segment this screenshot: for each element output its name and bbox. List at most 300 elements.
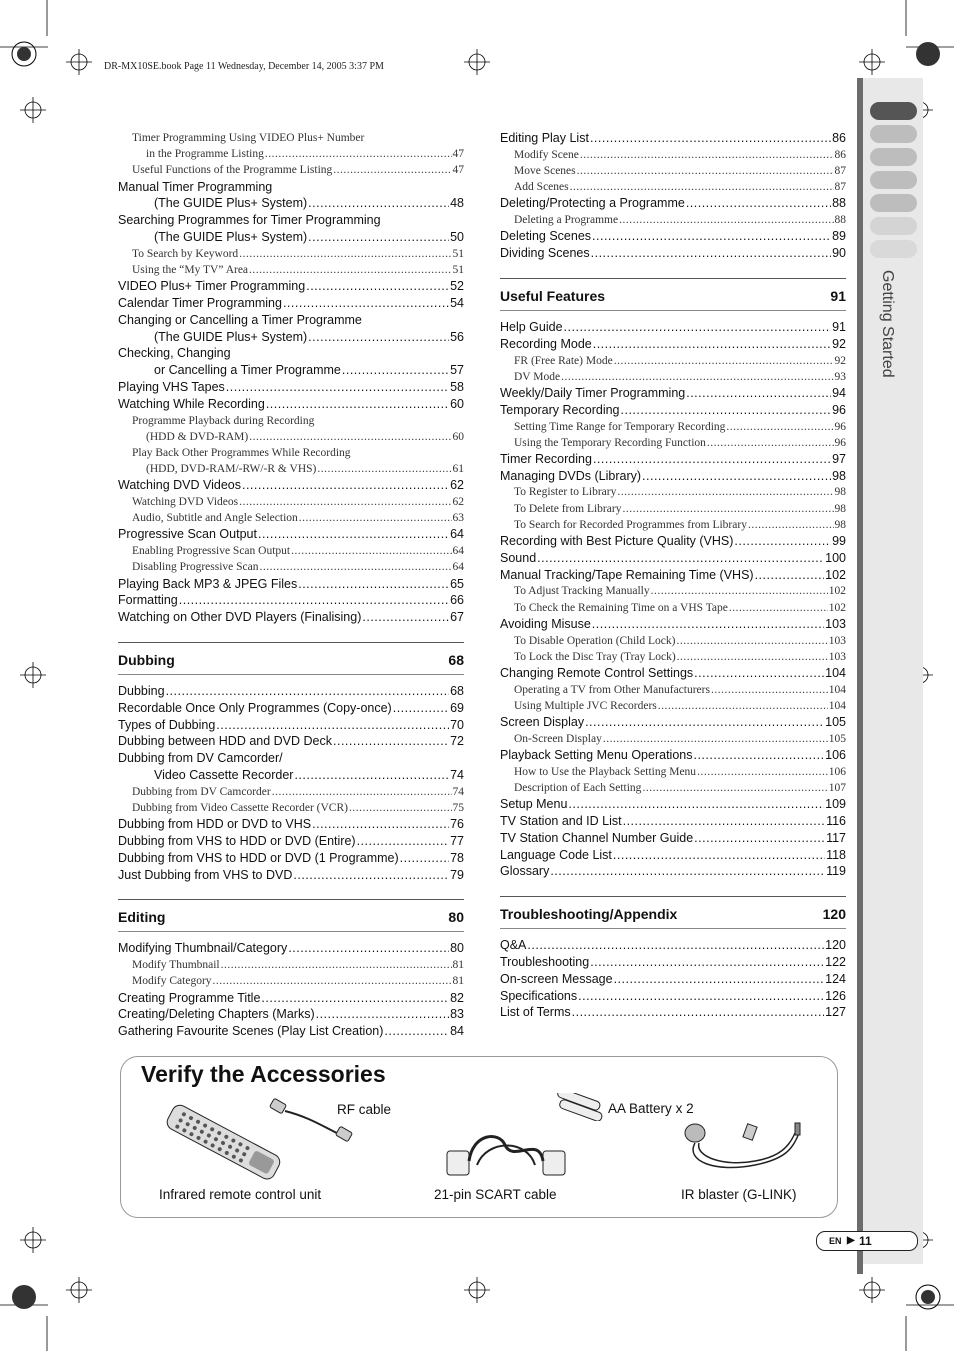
toc-entry-title: Formatting <box>118 593 178 608</box>
toc-entry <box>118 445 464 461</box>
toc-leader-dots <box>342 362 449 379</box>
toc-entry <box>118 179 464 196</box>
toc-entry-title: (HDD, DVD-RAM/-RW/-R & VHS) <box>146 463 317 476</box>
toc-entry <box>118 733 464 750</box>
toc-leader-dots <box>658 698 828 714</box>
toc-entry-title: Deleting/Protecting a Programme <box>500 196 685 211</box>
toc-leader-dots <box>697 764 828 780</box>
toc-leader-dots <box>400 850 449 867</box>
toc-section-heading <box>118 642 464 675</box>
toc-entry <box>118 379 464 396</box>
toc-entry-page: 124 <box>825 971 846 986</box>
toc-entry-page: 57 <box>450 363 464 378</box>
toc-entry <box>118 429 464 445</box>
toc-entry-page: 80 <box>450 941 464 956</box>
toc-entry <box>500 780 846 796</box>
toc-entry <box>500 353 846 369</box>
toc-leader-dots <box>572 1004 825 1021</box>
battery-label <box>608 1101 694 1116</box>
toc-leader-dots <box>603 731 828 747</box>
toc-leader-dots <box>676 633 827 649</box>
toc-leader-dots <box>308 329 449 346</box>
toc-leader-dots <box>642 780 827 796</box>
toc-entry <box>500 847 846 864</box>
toc-entry-page: 96 <box>832 402 846 417</box>
toc-leader-dots <box>622 501 833 517</box>
toc-entry <box>118 592 464 609</box>
toc-leader-dots <box>294 767 449 784</box>
toc-entry <box>500 764 846 780</box>
toc-leader-dots <box>726 419 833 435</box>
toc-entry-page: 51 <box>452 263 464 276</box>
toc-leader-dots <box>306 278 449 295</box>
toc-entry <box>500 319 846 336</box>
toc-entry-page: 82 <box>450 990 464 1005</box>
rf-cable-label: RF cable <box>337 1102 392 1117</box>
toc-leader-dots <box>239 494 451 510</box>
toc-entry <box>500 954 846 971</box>
toc-entry-title: Timer Programming Using VIDEO Plus+ Number <box>132 132 365 144</box>
toc-entry-title: Glossary <box>500 864 550 879</box>
toc-entry-title: Recording with Best Picture Quality (VHS) <box>500 534 734 549</box>
toc-entry <box>500 484 846 500</box>
toc-entry <box>500 616 846 633</box>
toc-entry-title: FR (Free Rate) Mode <box>514 354 613 367</box>
toc-entry-page: 91 <box>832 319 846 334</box>
toc-entry-page: 93 <box>834 370 846 383</box>
toc-entry-title: Setup Menu <box>500 797 568 812</box>
toc-leader-dots <box>213 973 452 989</box>
toc-entry-title: Video Cassette Recorder <box>154 767 294 782</box>
toc-entry-page: 88 <box>832 196 846 211</box>
toc-entry-page: 99 <box>832 534 846 549</box>
toc-entry <box>500 385 846 402</box>
toc-entry-title: Dubbing from Video Cassette Recorder (VCR) <box>132 801 348 814</box>
toc-entry-title: Screen Display <box>500 715 585 730</box>
section-tab <box>870 125 917 143</box>
toc-leader-dots <box>593 336 831 353</box>
toc-leader-dots <box>298 576 449 593</box>
toc-entry <box>500 600 846 616</box>
toc-leader-dots <box>693 747 824 764</box>
toc-leader-dots <box>686 195 831 212</box>
toc-entry <box>118 1006 464 1023</box>
toc-leader-dots <box>384 1023 449 1040</box>
toc-entry <box>118 329 464 346</box>
toc-entry <box>118 130 464 146</box>
toc-entry-page: 105 <box>828 732 846 745</box>
toc-entry-title: Playback Setting Menu Operations <box>500 748 693 763</box>
toc-leader-dots <box>283 295 449 312</box>
toc-entry <box>118 833 464 850</box>
toc-leader-dots <box>570 179 834 195</box>
toc-entry <box>118 278 464 295</box>
toc-entry-title: To Adjust Tracking Manually <box>514 585 650 598</box>
remote-control-illustration <box>161 1101 285 1185</box>
toc-entry-title: Q&A <box>500 938 527 953</box>
toc-entry <box>118 750 464 767</box>
toc-entry-page: 72 <box>450 734 464 749</box>
toc-leader-dots <box>580 147 834 163</box>
toc-entry-title: Just Dubbing from VHS to DVD <box>118 867 293 882</box>
toc-entry-title: Temporary Recording <box>500 402 620 417</box>
toc-entry-page: 120 <box>825 938 846 953</box>
toc-entry <box>118 195 464 212</box>
toc-entry <box>118 295 464 312</box>
sidebar-band <box>857 78 923 1264</box>
toc-entry <box>118 990 464 1007</box>
toc-leader-dots <box>617 484 833 500</box>
accessories-title: Verify the Accessories <box>141 1061 386 1087</box>
toc-entry-title: Using Multiple JVC Recorders <box>514 699 657 712</box>
toc-entry-title: Specifications <box>500 988 578 1003</box>
toc-entry-page: 90 <box>832 246 846 261</box>
toc-entry-page: 74 <box>450 767 464 782</box>
toc-entry-title: Modify Thumbnail <box>132 959 220 972</box>
toc-entry-title: Creating Programme Title <box>118 990 261 1005</box>
toc-entry <box>500 796 846 813</box>
toc-entry <box>500 583 846 599</box>
toc-leader-dots <box>179 592 449 609</box>
toc-entry <box>500 179 846 195</box>
toc-entry-title: Modify Category <box>132 975 212 988</box>
toc-entry-title: Manual Timer Programming <box>118 179 273 194</box>
toc-entry-page: 62 <box>450 478 464 493</box>
toc-leader-dots <box>258 526 449 543</box>
toc-entry-title: On-Screen Display <box>514 732 602 745</box>
toc-entry-title: in the Programme Listing <box>146 148 264 161</box>
toc-entry-page: 81 <box>452 959 464 972</box>
toc-leader-dots <box>308 229 449 246</box>
toc-entry-page: 75 <box>452 801 464 814</box>
toc-leader-dots <box>621 402 832 419</box>
toc-entry-page: 87 <box>834 181 846 194</box>
toc-entry <box>118 800 464 816</box>
toc-right-column <box>500 130 846 1021</box>
toc-entry <box>118 609 464 626</box>
ir-blaster-illustration <box>675 1121 815 1181</box>
toc-entry-page: 102 <box>828 585 846 598</box>
section-tab <box>870 240 917 258</box>
toc-entry-page: 118 <box>826 847 846 862</box>
toc-entry <box>500 163 846 179</box>
toc-entry <box>500 147 846 163</box>
toc-entry-page: 97 <box>832 451 846 466</box>
toc-leader-dots <box>249 262 451 278</box>
toc-entry-page: 107 <box>828 782 846 795</box>
toc-leader-dots <box>614 353 834 369</box>
toc-entry-page: 89 <box>832 229 846 244</box>
toc-entry <box>118 510 464 526</box>
toc-entry-page: 88 <box>834 214 846 227</box>
toc-entry <box>500 649 846 665</box>
toc-entry-page: 64 <box>450 527 464 542</box>
toc-entry <box>118 229 464 246</box>
toc-entry <box>118 312 464 329</box>
language-code: EN <box>829 1236 842 1246</box>
toc-leader-dots <box>651 583 828 599</box>
accessories-box <box>120 1056 838 1218</box>
toc-leader-dots <box>226 379 449 396</box>
toc-entry-title: Progressive Scan Output <box>118 527 257 542</box>
toc-entry-title: Using the Temporary Recording Function <box>514 436 706 449</box>
toc-entry <box>118 700 464 717</box>
toc-entry <box>500 747 846 764</box>
toc-entry-title: Dubbing between HDD and DVD Deck <box>118 734 332 749</box>
toc-entry-page: 64 <box>452 561 464 574</box>
toc-leader-dots <box>349 800 452 816</box>
toc-entry <box>500 402 846 419</box>
toc-leader-dots <box>707 435 834 451</box>
toc-section-heading <box>118 899 464 932</box>
toc-leader-dots <box>623 813 825 830</box>
section-page: 80 <box>448 909 464 926</box>
toc-leader-dots <box>265 146 452 162</box>
toc-entry <box>500 195 846 212</box>
toc-entry-page: 65 <box>450 576 464 591</box>
toc-leader-dots <box>694 830 825 847</box>
toc-entry-page: 74 <box>452 785 464 798</box>
toc-leader-dots <box>591 245 831 262</box>
toc-leader-dots <box>590 130 831 147</box>
section-title: Dubbing <box>118 651 175 668</box>
toc-entry-title: How to Use the Playback Setting Menu <box>514 765 697 778</box>
toc-entry-title: Audio, Subtitle and Angle Selection <box>132 512 298 525</box>
toc-leader-dots <box>288 940 449 957</box>
toc-entry-page: 117 <box>826 830 846 845</box>
toc-entry <box>500 517 846 533</box>
toc-entry <box>118 559 464 575</box>
toc-entry-title: Using the “My TV” Area <box>132 263 249 276</box>
toc-entry-title: DV Mode <box>514 370 561 383</box>
toc-entry-title: Creating/Deleting Chapters (Marks) <box>118 1007 315 1022</box>
toc-entry-title: Recording Mode <box>500 336 592 351</box>
toc-leader-dots <box>755 567 825 584</box>
toc-entry-page: 68 <box>450 683 464 698</box>
aa-battery-illustration <box>555 1093 607 1121</box>
toc-leader-dots <box>221 957 452 973</box>
toc-entry-title: Editing Play List <box>500 131 589 145</box>
section-title: Troubleshooting/Appendix <box>500 906 678 923</box>
toc-entry-page: 127 <box>825 1005 846 1020</box>
toc-entry-title: Manual Tracking/Tape Remaining Time (VHS) <box>500 567 754 582</box>
toc-entry <box>118 940 464 957</box>
toc-entry-title: Dubbing <box>118 683 165 698</box>
toc-entry <box>500 419 846 435</box>
toc-entry-page: 98 <box>834 486 846 499</box>
toc-entry-page: 98 <box>834 502 846 515</box>
toc-leader-dots <box>729 600 828 616</box>
toc-entry-page: 119 <box>826 864 846 879</box>
toc-entry-title: To Lock the Disc Tray (Tray Lock) <box>514 650 676 663</box>
toc-entry <box>500 245 846 262</box>
toc-leader-dots <box>577 163 834 179</box>
toc-entry <box>500 830 846 847</box>
toc-leader-dots <box>592 616 824 633</box>
toc-entry <box>500 451 846 468</box>
toc-entry-page: 106 <box>828 765 846 778</box>
toc-entry <box>118 683 464 700</box>
toc-entry-page: 76 <box>450 817 464 832</box>
toc-entry-page: 92 <box>832 336 846 351</box>
toc-entry-page: 81 <box>452 975 464 988</box>
toc-entry-page: 100 <box>825 550 846 565</box>
toc-leader-dots <box>613 847 825 864</box>
toc-entry <box>118 543 464 559</box>
remote-label: Infrared remote control unit <box>159 1187 322 1202</box>
toc-leader-dots <box>357 833 450 850</box>
toc-entry <box>118 850 464 867</box>
toc-leader-dots <box>561 369 833 385</box>
toc-entry <box>118 146 464 162</box>
toc-entry-page: 61 <box>452 463 464 476</box>
toc-entry-title: Gathering Favourite Scenes (Play List Creation) <box>118 1024 384 1039</box>
toc-entry-title: Useful Functions of the Programme Listing <box>132 164 333 177</box>
toc-entry-page: 96 <box>834 436 846 449</box>
toc-entry <box>118 162 464 178</box>
toc-entry <box>118 396 464 413</box>
toc-entry <box>118 767 464 784</box>
toc-leader-dots <box>333 162 451 178</box>
toc-entry-title: Disabling Progressive Scan <box>132 561 259 574</box>
toc-leader-dots <box>578 988 824 1005</box>
toc-entry <box>500 813 846 830</box>
toc-entry <box>118 816 464 833</box>
toc-leader-dots <box>537 550 824 567</box>
toc-entry-title: Weekly/Daily Timer Programming <box>500 385 686 400</box>
toc-entry-page: 98 <box>834 518 846 531</box>
toc-leader-dots <box>216 717 449 734</box>
print-header-note: DR-MX10SE.book Page 11 Wednesday, December 14, 2005 3:37 PM <box>104 61 384 72</box>
toc-entry-page: 87 <box>834 164 846 177</box>
toc-leader-dots <box>686 385 831 402</box>
toc-entry-title: To Register to Library <box>514 486 617 499</box>
toc-leader-dots <box>642 468 831 485</box>
toc-entry <box>500 665 846 682</box>
toc-entry <box>500 698 846 714</box>
toc-entry-title: Operating a TV from Other Manufacturers <box>514 683 710 696</box>
toc-leader-dots <box>585 714 824 731</box>
toc-entry-page: 104 <box>825 665 846 680</box>
toc-leader-dots <box>362 609 449 626</box>
toc-entry <box>118 246 464 262</box>
toc-entry <box>118 784 464 800</box>
toc-entry-title: Types of Dubbing <box>118 717 216 732</box>
toc-entry-page: 102 <box>828 601 846 614</box>
scart-cable-illustration <box>443 1129 573 1181</box>
toc-entry-title: Recordable Once Only Programmes (Copy-once) <box>118 700 392 715</box>
toc-entry <box>500 988 846 1005</box>
toc-entry-page: 83 <box>450 1007 464 1022</box>
toc-entry <box>500 937 846 954</box>
toc-entry-title: Watching on Other DVD Players (Finalising) <box>118 610 362 625</box>
toc-entry-title: or Cancelling a Timer Programme <box>154 363 341 378</box>
toc-entry-title: Timer Recording <box>500 451 592 466</box>
toc-entry-page: 69 <box>450 700 464 715</box>
toc-entry-page: 78 <box>450 850 464 865</box>
ir-blaster-label: IR blaster (G-LINK) <box>681 1187 797 1202</box>
toc-entry-title: Calendar Timer Programming <box>118 295 282 310</box>
toc-entry-page: 58 <box>450 379 464 394</box>
toc-leader-dots <box>308 195 449 212</box>
toc-entry-page: 126 <box>825 988 846 1003</box>
toc-entry <box>500 863 846 880</box>
toc-entry-title: Watching DVD Videos <box>132 496 239 509</box>
battery-name: AA Battery <box>608 1101 672 1116</box>
toc-entry-page: 47 <box>452 164 464 177</box>
toc-entry <box>500 212 846 228</box>
toc-leader-dots <box>317 461 451 477</box>
toc-entry <box>118 477 464 494</box>
toc-leader-dots <box>272 784 452 800</box>
toc-entry-title: TV Station and ID List <box>500 814 622 829</box>
toc-entry-title: Programme Playback during Recording <box>132 414 315 427</box>
toc-entry-page: 52 <box>450 279 464 294</box>
toc-leader-dots <box>316 1006 449 1023</box>
toc-leader-dots <box>590 954 824 971</box>
section-tab <box>870 194 917 212</box>
toc-entry-title: Dubbing from DV Camcorder <box>132 785 271 798</box>
toc-entry <box>118 212 464 229</box>
toc-entry-title: To Check the Remaining Time on a VHS Tape <box>514 601 728 614</box>
toc-leader-dots <box>711 682 828 698</box>
section-page: 91 <box>830 287 846 304</box>
toc-entry-title: To Search by Keyword <box>132 247 239 260</box>
toc-leader-dots <box>677 649 828 665</box>
triangle-right-icon: ▶ <box>847 1235 855 1246</box>
toc-entry <box>500 714 846 731</box>
toc-leader-dots <box>527 937 824 954</box>
toc-leader-dots <box>166 683 450 700</box>
toc-entry-page: 86 <box>832 131 846 145</box>
toc-entry-title: On-screen Message <box>500 971 613 986</box>
sidebar-section-title: Getting Started <box>879 270 896 378</box>
toc-entry-title: Sound <box>500 550 537 565</box>
toc-entry-title: To Search for Recorded Programmes from Library <box>514 518 747 531</box>
toc-entry-page: 54 <box>450 295 464 310</box>
page-number: 11 <box>859 1234 872 1248</box>
toc-section-heading <box>500 278 846 311</box>
toc-entry-page: 109 <box>825 797 846 812</box>
toc-entry-page: 103 <box>825 616 846 631</box>
toc-entry-page: 67 <box>450 610 464 625</box>
toc-entry <box>118 957 464 973</box>
toc-entry-page: 79 <box>450 867 464 882</box>
toc-leader-dots <box>242 477 449 494</box>
toc-entry <box>500 228 846 245</box>
toc-entry <box>118 345 464 362</box>
toc-entry-page: 116 <box>826 814 846 829</box>
toc-entry-page: 70 <box>450 717 464 732</box>
toc-entry-page: 64 <box>452 545 464 558</box>
section-tab <box>870 171 917 189</box>
toc-entry <box>118 362 464 379</box>
toc-entry <box>500 682 846 698</box>
toc-entry <box>118 526 464 543</box>
section-tab <box>870 148 917 166</box>
toc-entry-page: 105 <box>825 715 846 730</box>
toc-entry <box>118 461 464 477</box>
toc-entry-title: Description of Each Setting <box>514 782 642 795</box>
toc-leader-dots <box>393 700 449 717</box>
toc-entry-title: Setting Time Range for Temporary Recording <box>514 420 726 433</box>
toc-entry-title: Changing or Cancelling a Timer Programme <box>118 312 362 327</box>
toc-leader-dots <box>748 517 834 533</box>
toc-entry <box>500 336 846 353</box>
toc-left-column <box>118 130 464 1040</box>
toc-entry <box>118 576 464 593</box>
toc-entry-title: Language Code List <box>500 847 612 862</box>
